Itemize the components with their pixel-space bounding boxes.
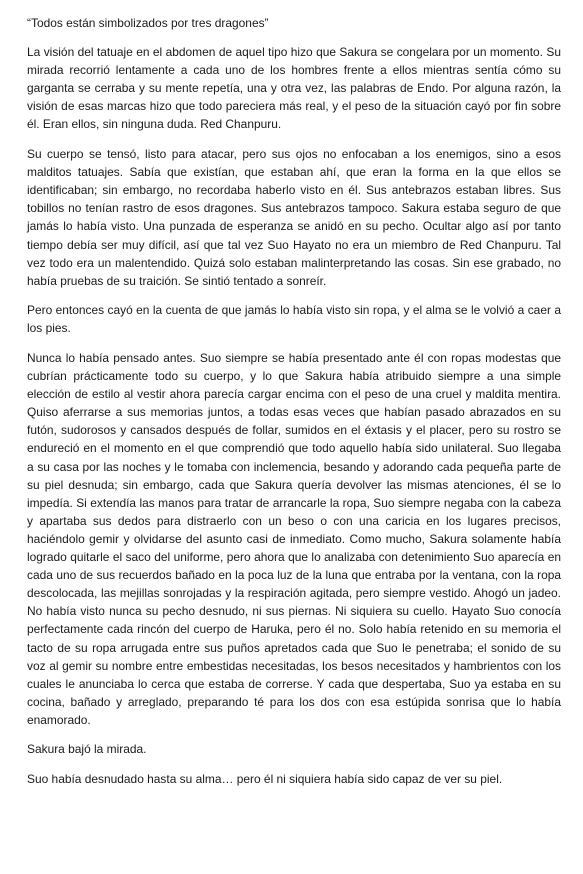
paragraph-memories: Nunca lo había pensado antes. Suo siempre se había presentado ante él con ropas modestas que cubrían prácticamente todo su cuerpo, y lo que Sakura había atribuido siempre a una simple elección de estilo al vestir ahora parecía cargar encima con el peso de una cruel y maldita mentira. Quiso aferrarse a sus memorias juntos, a todas esas veces que habían pasado abrazados en su futón, sudorosos y cansados después de follar, sumidos en el éxtasis y el placer, pero su rostro se endureció en el momento en el que comprendió que todo aquello había sido unilateral. Suo llegaba a su casa por las noches y le tomaba con inclemencia, besando y adorando cada pequeña parte de su piel desnuda; sin embargo, cada que Sakura quería devolver las mismas atenciones, él se lo impedía. Si extendía las manos para tratar de arrancarle la ropa, Suo siempre negaba con la cabeza y apartaba sus dedos para distraerlo con un beso o con una caricia en los lugares precisos, haciéndolo gemir y olvidarse del asunto casi de inmediato. Como mucho, Sakura solamente había logrado quitarle el saco del uniforme, pero ahora que lo analizaba con detenimiento Suo aparecía en cada uno de sus recuerdos bañado en la poca luz de la luna que entraba por la ventana, con la ropa descolocada, las mejillas sonrojadas y la respiración agitada, pero siempre vestido. Ahogó un jadeo. No había visto nunca su pecho desnudo, ni sus piernas. Ni siquiera su cuello. Hayato Suo conocía perfectamente cada rincón del cuerpo de Haruka, pero él no. Solo había retenido en su memoria el tacto de su ropa arrugada entre sus puños apretados cada que Suo le penetraba; el sonido de su voz al gemir su nombre entre embestidas necesitadas, los besos necesitados y hambrientos con los cuales le anunciaba lo cerca que estaba de correrse. Y cada que despertaba, Suo ya estaba en su cocina, bañado y arreglado, preparando té para los dos con esa estúpida sonrisa que lo había enamorado. xyxy=(27,351,561,727)
paragraph-tattoo-vision: La visión del tatuaje en el abdomen de aquel tipo hizo que Sakura se congelara por un momento. Su mirada recorrió lentamente a cada uno de los hombres frente a ellos mientras sentía cómo su garganta se cerraba y su mente repetía, una y otra vez, las palabras de Endo. Por alguna razón, la visión de esas marcas hizo que todo pareciera más real, y el peso de la situación cayó por fin sobre él. Eran ellos, sin ninguna duda. Red Chanpuru. xyxy=(27,45,561,132)
paragraph-realization: Pero entonces cayó en la cuenta de que jamás lo había visto sin ropa, y el alma se le volvió a caer a los pies. xyxy=(27,303,561,336)
paragraph-lowered-gaze: Sakura bajó la mirada. xyxy=(27,742,147,757)
paragraph-body-tensed: Su cuerpo se tensó, listo para atacar, pero sus ojos no enfocaban a los enemigos, sino a esos malditos tatuajes. Sabía que existían, que estaban ahí, que eran la forma en la que ellos se identificaban; sin embargo, no recordaba haberlo visto en él. Sus antebrazos estaban libres. Sus tobillos no tenían rastro de esos dragones. Sus antebrazos tampoco. Sakura estaba seguro de que jamás lo había visto. Una punzada de esperanza se anidó en su pecho. Ocultar algo así por tanto tiempo debía ser muy difícil, así que tal vez Suo Hayato no era un miembro de Red Chanpuru. Tal vez todo era un malentendido. Quizá solo estaban malinterpretando las cosas. Sin ese grabado, no había pruebas de su traición. Se sintió tentado a sonreír. xyxy=(27,147,561,288)
opening-quote: “Todos están simbolizados por tres dragones” xyxy=(27,16,269,30)
paragraph-closing-line: Suo había desnudado hasta su alma… pero él ni siquiera había sido capaz de ver su piel. xyxy=(27,772,503,787)
